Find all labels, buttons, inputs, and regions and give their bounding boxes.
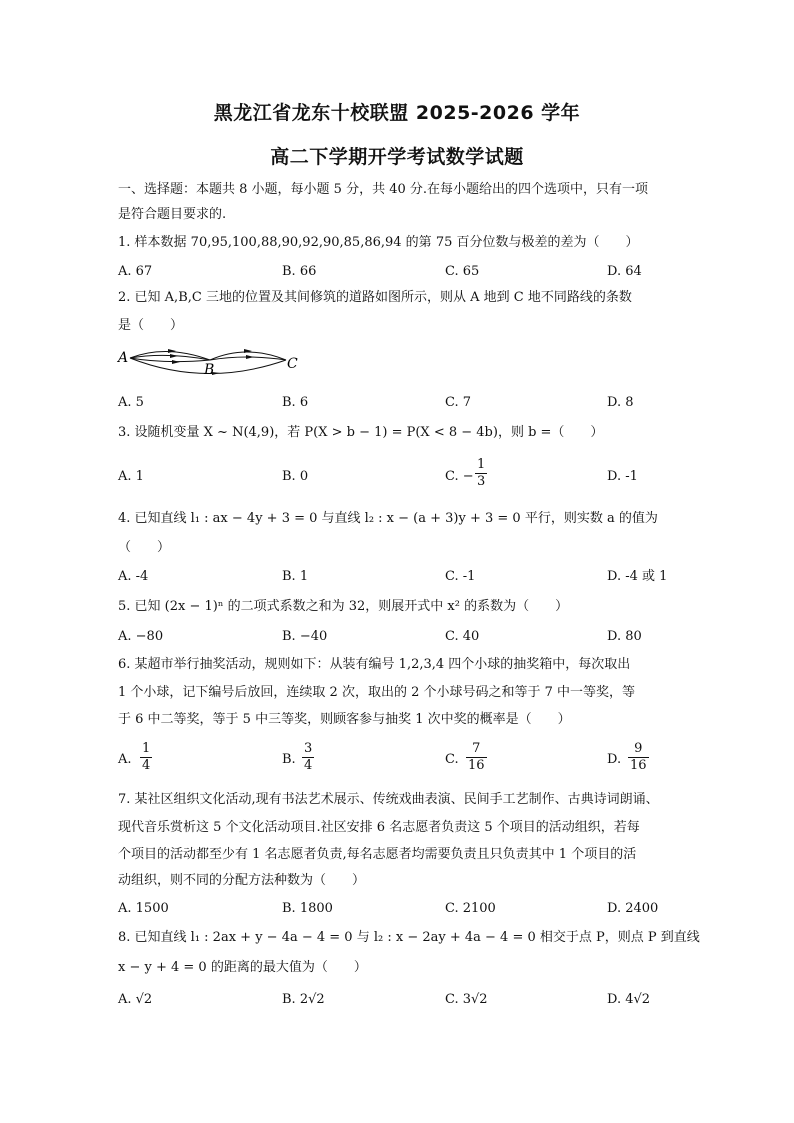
question-6-text-cont: 1 个小球，记下编号后放回，连续取 2 次，取出的 2 个小球号码之和等于 7 中一等奖，等: [118, 685, 636, 700]
q6-option-d-fraction: [628, 741, 649, 774]
q2-option-d: D. 8: [607, 395, 634, 410]
fraction-denominator: 16: [630, 758, 647, 773]
q7-option-c: C. 2100: [445, 901, 496, 916]
question-7-text-cont: 现代音乐赏析这 5 个文化活动项目.社区安排 6 名志愿者负责这 5 个项目的活动组织，若每: [118, 820, 640, 835]
q4-option-a: A. -4: [118, 569, 149, 584]
fraction-denominator: 16: [468, 758, 485, 773]
fraction-denominator: 4: [304, 758, 313, 773]
question-8-text-cont: x − y + 4 = 0 的距离的最大值为（ ）: [118, 960, 367, 975]
question-7-text-cont3: 动组织，则不同的分配方法种数为（ ）: [118, 873, 366, 888]
question-1-text: 1. 样本数据 70,95,100,88,90,92,90,85,86,94 的第 75 百分位数与极差的差为（ ）: [118, 235, 639, 250]
question-7-text: 7. 某社区组织文化活动,现有书法艺术展示、传统戏曲表演、民间手工艺制作、古典诗词朗诵、: [118, 792, 659, 807]
q3-option-d: D. -1: [607, 469, 638, 484]
q2-option-b: B. 6: [282, 395, 309, 410]
q1-option-d: D. 64: [607, 264, 642, 279]
q4-option-b: B. 1: [282, 569, 309, 584]
section-intro-cont: 是符合题目要求的.: [118, 207, 227, 222]
q8-option-d: D. 4√2: [607, 992, 651, 1007]
q5-option-a: A. −80: [118, 629, 164, 644]
q2-option-a: A. 5: [118, 395, 144, 410]
q1-option-b: B. 66: [282, 264, 317, 279]
q6-option-c-fraction: [466, 741, 487, 774]
question-3-text: 3. 设随机变量 X ~ N(4,9)，若 P(X > b − 1) = P(X < 8 − 4b)，则 b =（ ）: [118, 425, 604, 440]
q6-option-a: A.: [118, 752, 132, 767]
question-2-text: 2. 已知 A,B,C 三地的位置及其间修筑的道路如图所示，则从 A 地到 C 地不同路线的条数: [118, 290, 632, 305]
question-5-text: 5. 已知 (2x − 1)ⁿ 的二项式系数之和为 32，则展开式中 x² 的系数为（ ）: [118, 599, 569, 614]
q8-option-c: C. 3√2: [445, 992, 488, 1007]
fraction-numerator: 9: [628, 741, 649, 758]
question-4-text-cont: （ ）: [118, 540, 171, 555]
fraction-denominator: 3: [477, 474, 486, 489]
q2-option-c: C. 7: [445, 395, 472, 410]
q6-option-b-fraction: [302, 741, 314, 774]
q3-option-b: B. 0: [282, 469, 309, 484]
q6-option-b: B.: [282, 752, 296, 767]
q4-option-d: D. -4 或 1: [607, 569, 668, 584]
q8-option-a: A. √2: [118, 992, 153, 1007]
q6-option-c: C.: [445, 752, 459, 767]
question-8-text: 8. 已知直线 l₁ : 2ax + y − 4a − 4 = 0 与 l₂ : x − 2ay + 4a − 4 = 0 相交于点 P，则点 P 到直线: [118, 930, 700, 945]
q3-option-c: C. −: [445, 469, 474, 484]
point-c-label: C: [287, 356, 298, 372]
road-diagram: [116, 342, 306, 378]
q5-option-b: B. −40: [282, 629, 328, 644]
fraction-denominator: 4: [142, 758, 151, 773]
question-6-text-cont2: 于 6 中二等奖，等于 5 中三等奖，则顾客参与抽奖 1 次中奖的概率是（ ）: [118, 712, 571, 727]
fraction-numerator: 3: [304, 741, 313, 756]
q1-option-a: A. 67: [118, 264, 153, 279]
q1-option-c: C. 65: [445, 264, 480, 279]
fraction-numerator: 1: [142, 741, 151, 756]
question-6-text: 6. 某超市举行抽奖活动，规则如下：从装有编号 1,2,3,4 四个小球的抽奖箱中，每次取出: [118, 657, 631, 672]
q7-option-b: B. 1800: [282, 901, 333, 916]
exam-subtitle: 高二下学期开学考试数学试题: [270, 146, 524, 168]
section-intro: 一、选择题：本题共 8 小题，每小题 5 分，共 40 分.在每小题给出的四个选项中，只有一项: [118, 182, 649, 197]
point-a-label: A: [118, 350, 129, 366]
q3-option-a: A. 1: [118, 469, 144, 484]
question-7-text-cont2: 个项目的活动都至少有 1 名志愿者负责,每名志愿者均需要负责且只负责其中 1 个项目的活: [118, 847, 637, 862]
q7-option-d: D. 2400: [607, 901, 659, 916]
exam-title: 黑龙江省龙东十校联盟 2025-2026 学年: [213, 102, 581, 124]
q7-option-a: A. 1500: [118, 901, 169, 916]
point-b-label: B: [204, 362, 215, 378]
q5-option-d: D. 80: [607, 629, 642, 644]
q5-option-c: C. 40: [445, 629, 480, 644]
q4-option-c: C. -1: [445, 569, 476, 584]
question-4-text: 4. 已知直线 l₁ : ax − 4y + 3 = 0 与直线 l₂ : x − (a + 3)y + 3 = 0 平行，则实数 a 的值为: [118, 511, 658, 526]
fraction-numerator: 1: [477, 457, 486, 472]
q6-option-d: D.: [607, 752, 622, 767]
question-2-text-cont: 是（ ）: [118, 318, 184, 333]
fraction-numerator: 7: [466, 741, 487, 758]
q8-option-b: B. 2√2: [282, 992, 325, 1007]
q3-option-c-fraction: [475, 457, 487, 490]
q6-option-a-fraction: [140, 741, 152, 774]
